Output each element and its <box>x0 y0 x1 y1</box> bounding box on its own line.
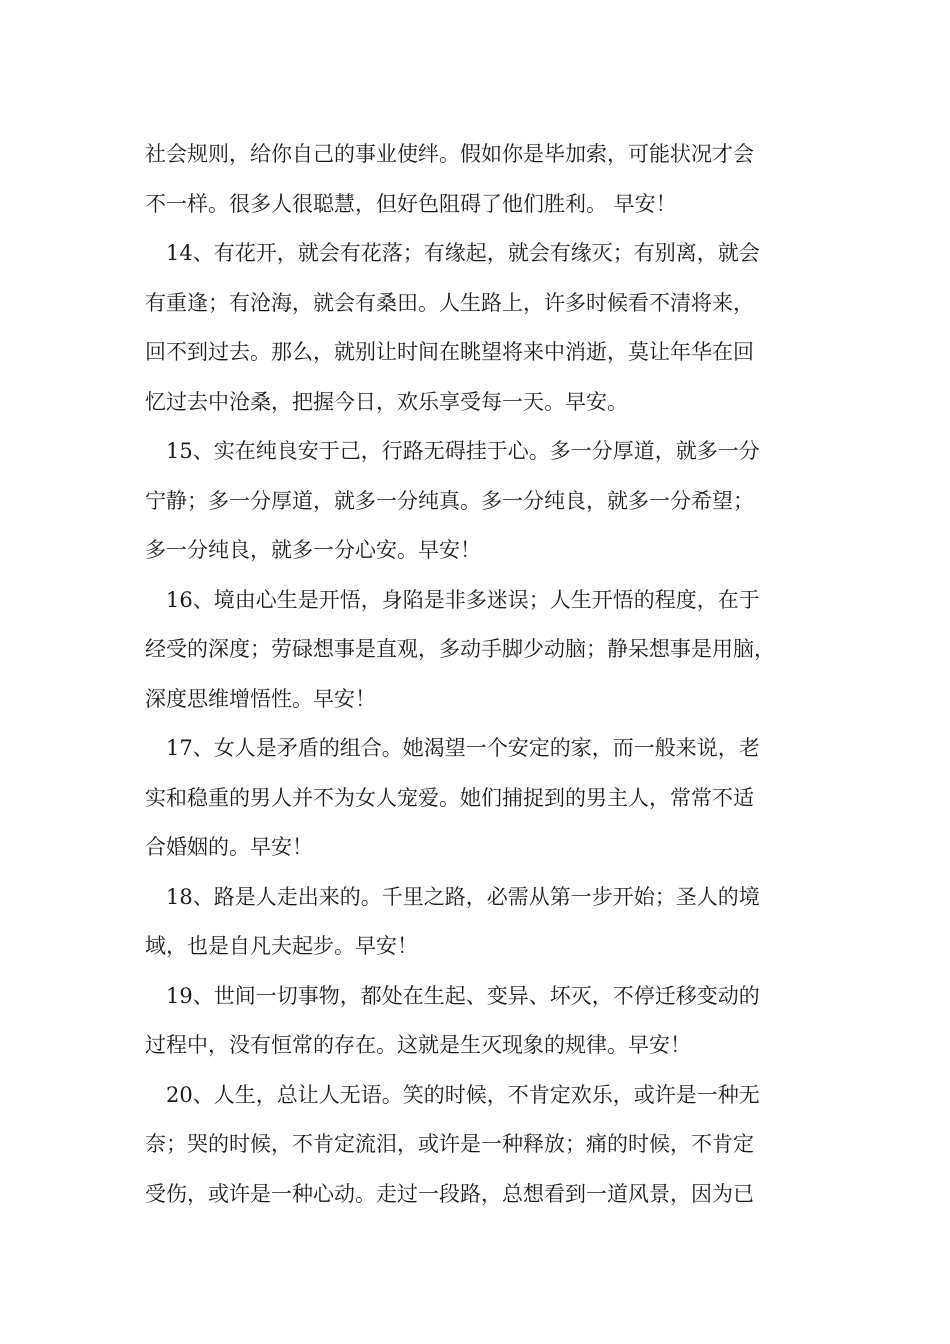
text-line: 域，也是自凡夫起步。早安！ <box>145 934 418 958</box>
text-line: 20、人生，总让人无语。笑的时候，不肯定欢乐，或许是一种无 <box>166 1082 760 1107</box>
text-line: 回不到过去。那么，就别让时间在眺望将来中消逝，莫让年华在回 <box>145 340 754 364</box>
text-line: 17、女人是矛盾的组合。她渴望一个安定的家，而一般来说，老 <box>166 736 760 760</box>
text-line: 实和稳重的男人并不为女人宠爱。她们捕捉到的男主人，常常不适 <box>145 785 754 810</box>
paragraph-13-continuation <box>145 130 825 229</box>
text-line: 不一样。很多人很聪慧，但好色阻碍了他们胜利。 早安！ <box>145 191 677 216</box>
paragraph-16 <box>145 576 825 725</box>
document-body <box>145 130 825 1219</box>
text-line: 宁静；多一分厚道，就多一分纯真。多一分纯良，就多一分希望； <box>145 488 754 513</box>
text-line: 14、有花开，就会有花落；有缘起，就会有缘灭；有别离，就会 <box>166 241 760 265</box>
text-line: 深度思维增悟性。早安！ <box>145 686 376 711</box>
text-line: 过程中，没有恒常的存在。这就是生灭现象的规律。早安！ <box>145 1033 691 1057</box>
text-line: 16、境由心生是开悟，身陷是非多迷误；人生开悟的程度，在于 <box>166 587 760 612</box>
paragraph-20 <box>145 1071 825 1220</box>
paragraph-15 <box>145 427 825 576</box>
paragraph-14 <box>145 229 825 427</box>
text-line: 奈；哭的时候，不肯定流泪，或许是一种释放；痛的时候，不肯定 <box>145 1132 754 1156</box>
text-line: 忆过去中沧桑，把握今日，欢乐享受每一天。早安。 <box>145 389 628 414</box>
text-line: 15、实在纯良安于己，行路无碍挂于心。多一分厚道，就多一分 <box>166 439 760 463</box>
text-line: 18、路是人走出来的。千里之路，必需从第一步开始；圣人的境 <box>166 884 760 909</box>
text-line: 有重逢；有沧海，就会有桑田。人生路上，许多时候看不清将来， <box>145 290 754 315</box>
paragraph-18 <box>145 873 825 972</box>
paragraph-19 <box>145 972 825 1071</box>
text-line: 受伤，或许是一种心动。走过一段路，总想看到一道风景，因为已 <box>145 1181 754 1206</box>
text-line: 社会规则，给你自己的事业使绊。假如你是毕加索，可能状况才会 <box>145 142 754 166</box>
text-line: 多一分纯良，就多一分心安。早安！ <box>145 538 481 562</box>
paragraph-17 <box>145 724 825 873</box>
text-line: 19、世间一切事物，都处在生起、变异、坏灭，不停迁移变动的 <box>166 983 760 1008</box>
text-line: 合婚姻的。早安！ <box>145 835 313 859</box>
text-line: 经受的深度；劳碌想事是直观，多动手脚少动脑；静呆想事是用脑， <box>145 637 775 661</box>
